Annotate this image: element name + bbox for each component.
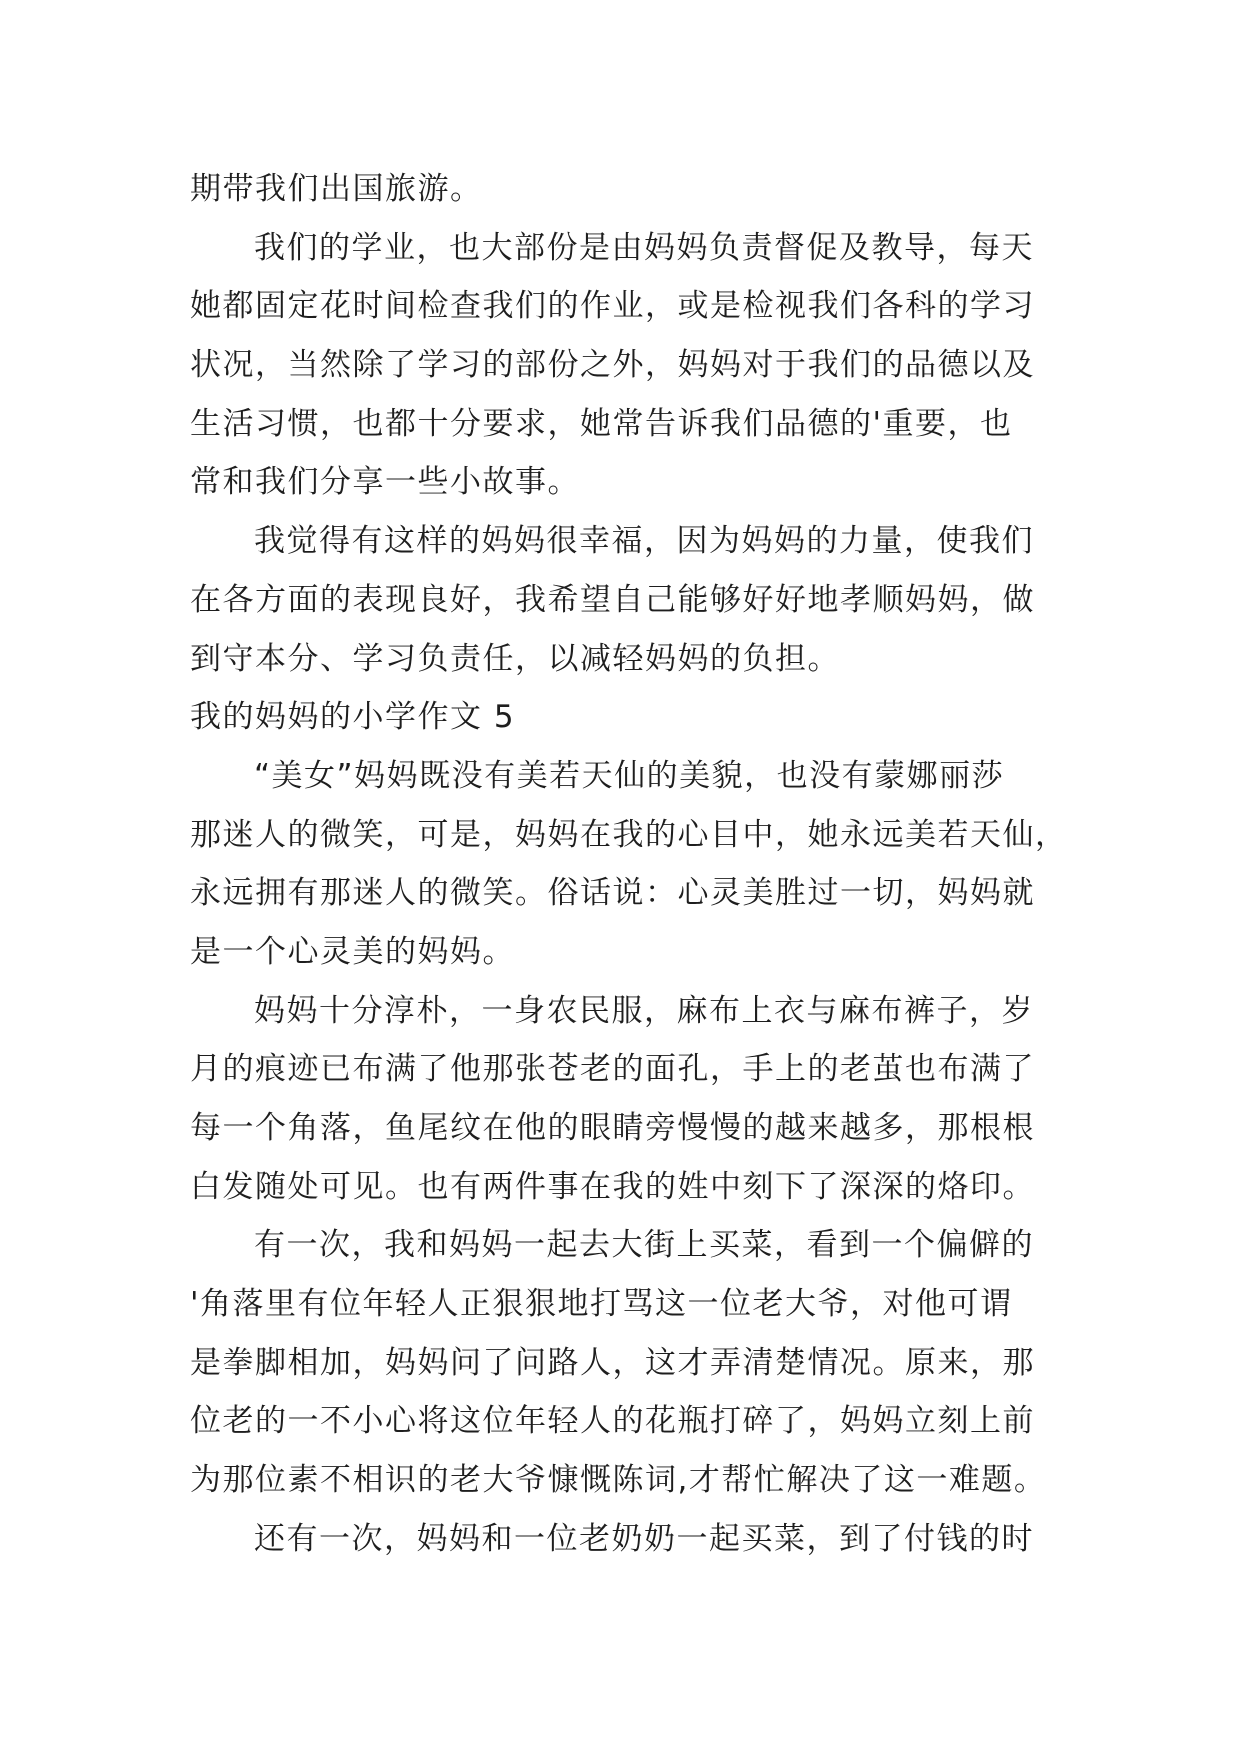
text-line: 永远拥有那迷人的微笑。俗话说：心灵美胜过一切，妈妈就	[190, 875, 1035, 912]
text-line: 月的痕迹已布满了他那张苍老的面孔，手上的老茧也布满了	[190, 1051, 1035, 1088]
text-line: 有一次，我和妈妈一起去大街上买菜，看到一个偏僻的	[254, 1227, 1034, 1264]
text-line: 每一个角落，鱼尾纹在他的眼睛旁慢慢的越来越多，那根根	[190, 1110, 1035, 1146]
text-line: 状况，当然除了学习的部份之外，妈妈对于我们的品德以及	[190, 347, 1035, 384]
text-line: 是拳脚相加，妈妈问了问路人，这才弄清楚情况。原来，那	[190, 1344, 1035, 1381]
text-line: 那迷人的微笑，可是，妈妈在我的心目中，她永远美若天仙，	[190, 816, 1068, 853]
text-line: 我觉得有这样的妈妈很幸福，因为妈妈的力量，使我们	[254, 523, 1034, 560]
text-line: 到守本分、学习负责任，以减轻妈妈的负担。	[190, 640, 840, 677]
text-line: “美女”妈妈既没有美若天仙的美貌，也没有蒙娜丽莎	[254, 757, 1005, 794]
text-line: 白发随处可见。也有两件事在我的姓中刻下了深深的烙印。	[190, 1168, 1035, 1205]
text-line: 是一个心灵美的妈妈。	[190, 933, 515, 970]
text-line: 在各方面的表现良好，我希望自己能够好好地孝顺妈妈，做	[190, 581, 1035, 618]
text-line: 还有一次，妈妈和一位老奶奶一起买菜，到了付钱的时	[254, 1520, 1034, 1557]
text-line: 常和我们分享一些小故事。	[190, 464, 580, 501]
text-line: 生活习惯，也都十分要求，她常告诉我们品德的'重要，也	[190, 405, 1013, 442]
text-line: 我们的学业，也大部份是由妈妈负责督促及教导，每天	[254, 229, 1034, 266]
text-line: 位老的一不小心将这位年轻人的花瓶打碎了，妈妈立刻上前	[190, 1403, 1035, 1440]
text-line: 妈妈十分淳朴，一身农民服，麻布上衣与麻布裤子，岁	[254, 992, 1034, 1029]
section-title: 我的妈妈的小学作文 5	[190, 699, 516, 736]
text-line: 为那位素不相识的老大爷慷慨陈词,才帮忙解决了这一难题。	[190, 1462, 1047, 1499]
document-body	[190, 160, 1070, 1569]
text-line: 她都固定花时间检查我们的作业，或是检视我们各科的学习	[190, 288, 1035, 325]
text-line: 期带我们出国旅游。	[190, 171, 483, 207]
text-line: '角落里有位年轻人正狠狠地打骂这一位老大爷，对他可谓	[190, 1286, 1013, 1323]
